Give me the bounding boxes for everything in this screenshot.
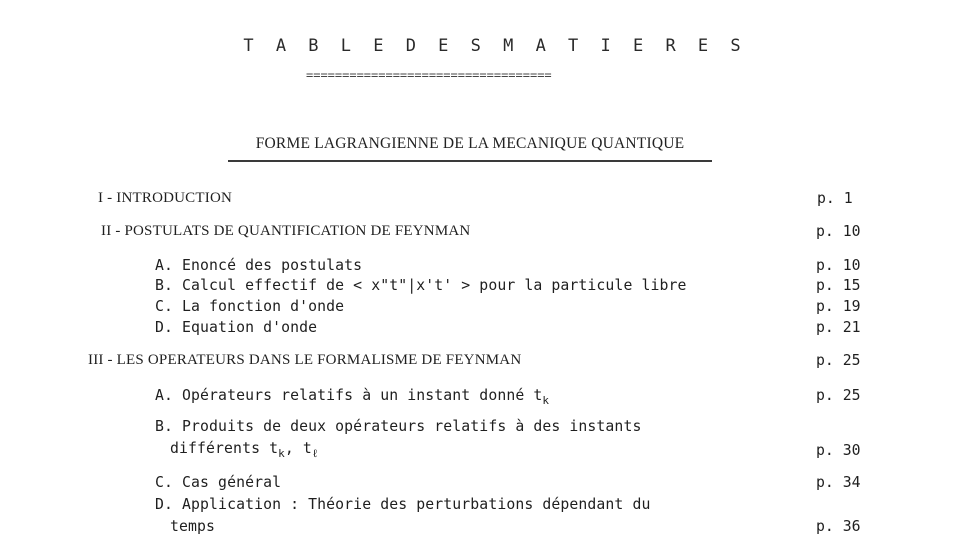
toc-item-2b-page: p. 15	[816, 277, 861, 294]
subscript-k: k	[542, 393, 550, 407]
toc-item-3b-page: p. 30	[816, 442, 861, 459]
section-operateurs-page: p. 25	[816, 352, 861, 369]
toc-item-2d-page: p. 21	[816, 319, 861, 336]
page-title: T A B L E D E S M A T I E R E S	[243, 36, 747, 56]
toc-item-3b-line2	[170, 440, 319, 461]
toc-item-2c: C. La fonction d'onde	[155, 298, 345, 315]
section-operateurs: III - LES OPERATEURS DANS LE FORMALISME DE FEYNMAN	[88, 352, 522, 368]
toc-item-3d-page: p. 36	[816, 518, 861, 535]
title-underline: ==================================	[306, 68, 552, 82]
subscript-l: ℓ	[311, 446, 319, 460]
toc-item-3a-page: p. 25	[816, 387, 861, 404]
toc-item-3b-label2: différents t	[170, 440, 279, 457]
toc-item-3a	[155, 387, 549, 407]
toc-item-3b-line1: B. Produits de deux opérateurs relatifs à des instants	[155, 418, 642, 435]
toc-item-3c-page: p. 34	[816, 474, 861, 491]
section-postulats-page: p. 10	[816, 223, 861, 240]
section-postulats: II - POSTULATS DE QUANTIFICATION DE FEYNMAN	[101, 223, 471, 239]
toc-item-3b-sep: , t	[284, 440, 312, 457]
toc-item-2a-page: p. 10	[816, 257, 861, 274]
toc-item-3a-label: A. Opérateurs relatifs à un instant donné t	[155, 387, 543, 404]
toc-item-3d-line1: D. Application : Théorie des perturbations dépendant du	[155, 496, 651, 513]
toc-item-3d-line2: temps	[170, 518, 216, 535]
subscript-k: k	[278, 446, 285, 460]
toc-item-2b: B. Calcul effectif de < x"t"|x't' > pour la particule libre	[155, 277, 687, 294]
section-introduction: I - INTRODUCTION	[98, 190, 233, 206]
subtitle-underline	[228, 160, 712, 162]
toc-item-2c-page: p. 19	[816, 298, 861, 315]
toc-item-3c: C. Cas général	[155, 474, 282, 491]
document-subtitle: FORME LAGRANGIENNE DE LA MECANIQUE QUANTIQUE	[255, 135, 685, 152]
toc-item-2a: A. Enoncé des postulats	[155, 257, 363, 274]
section-introduction-page: p. 1	[817, 190, 853, 207]
toc-item-2d: D. Equation d'onde	[155, 319, 318, 336]
